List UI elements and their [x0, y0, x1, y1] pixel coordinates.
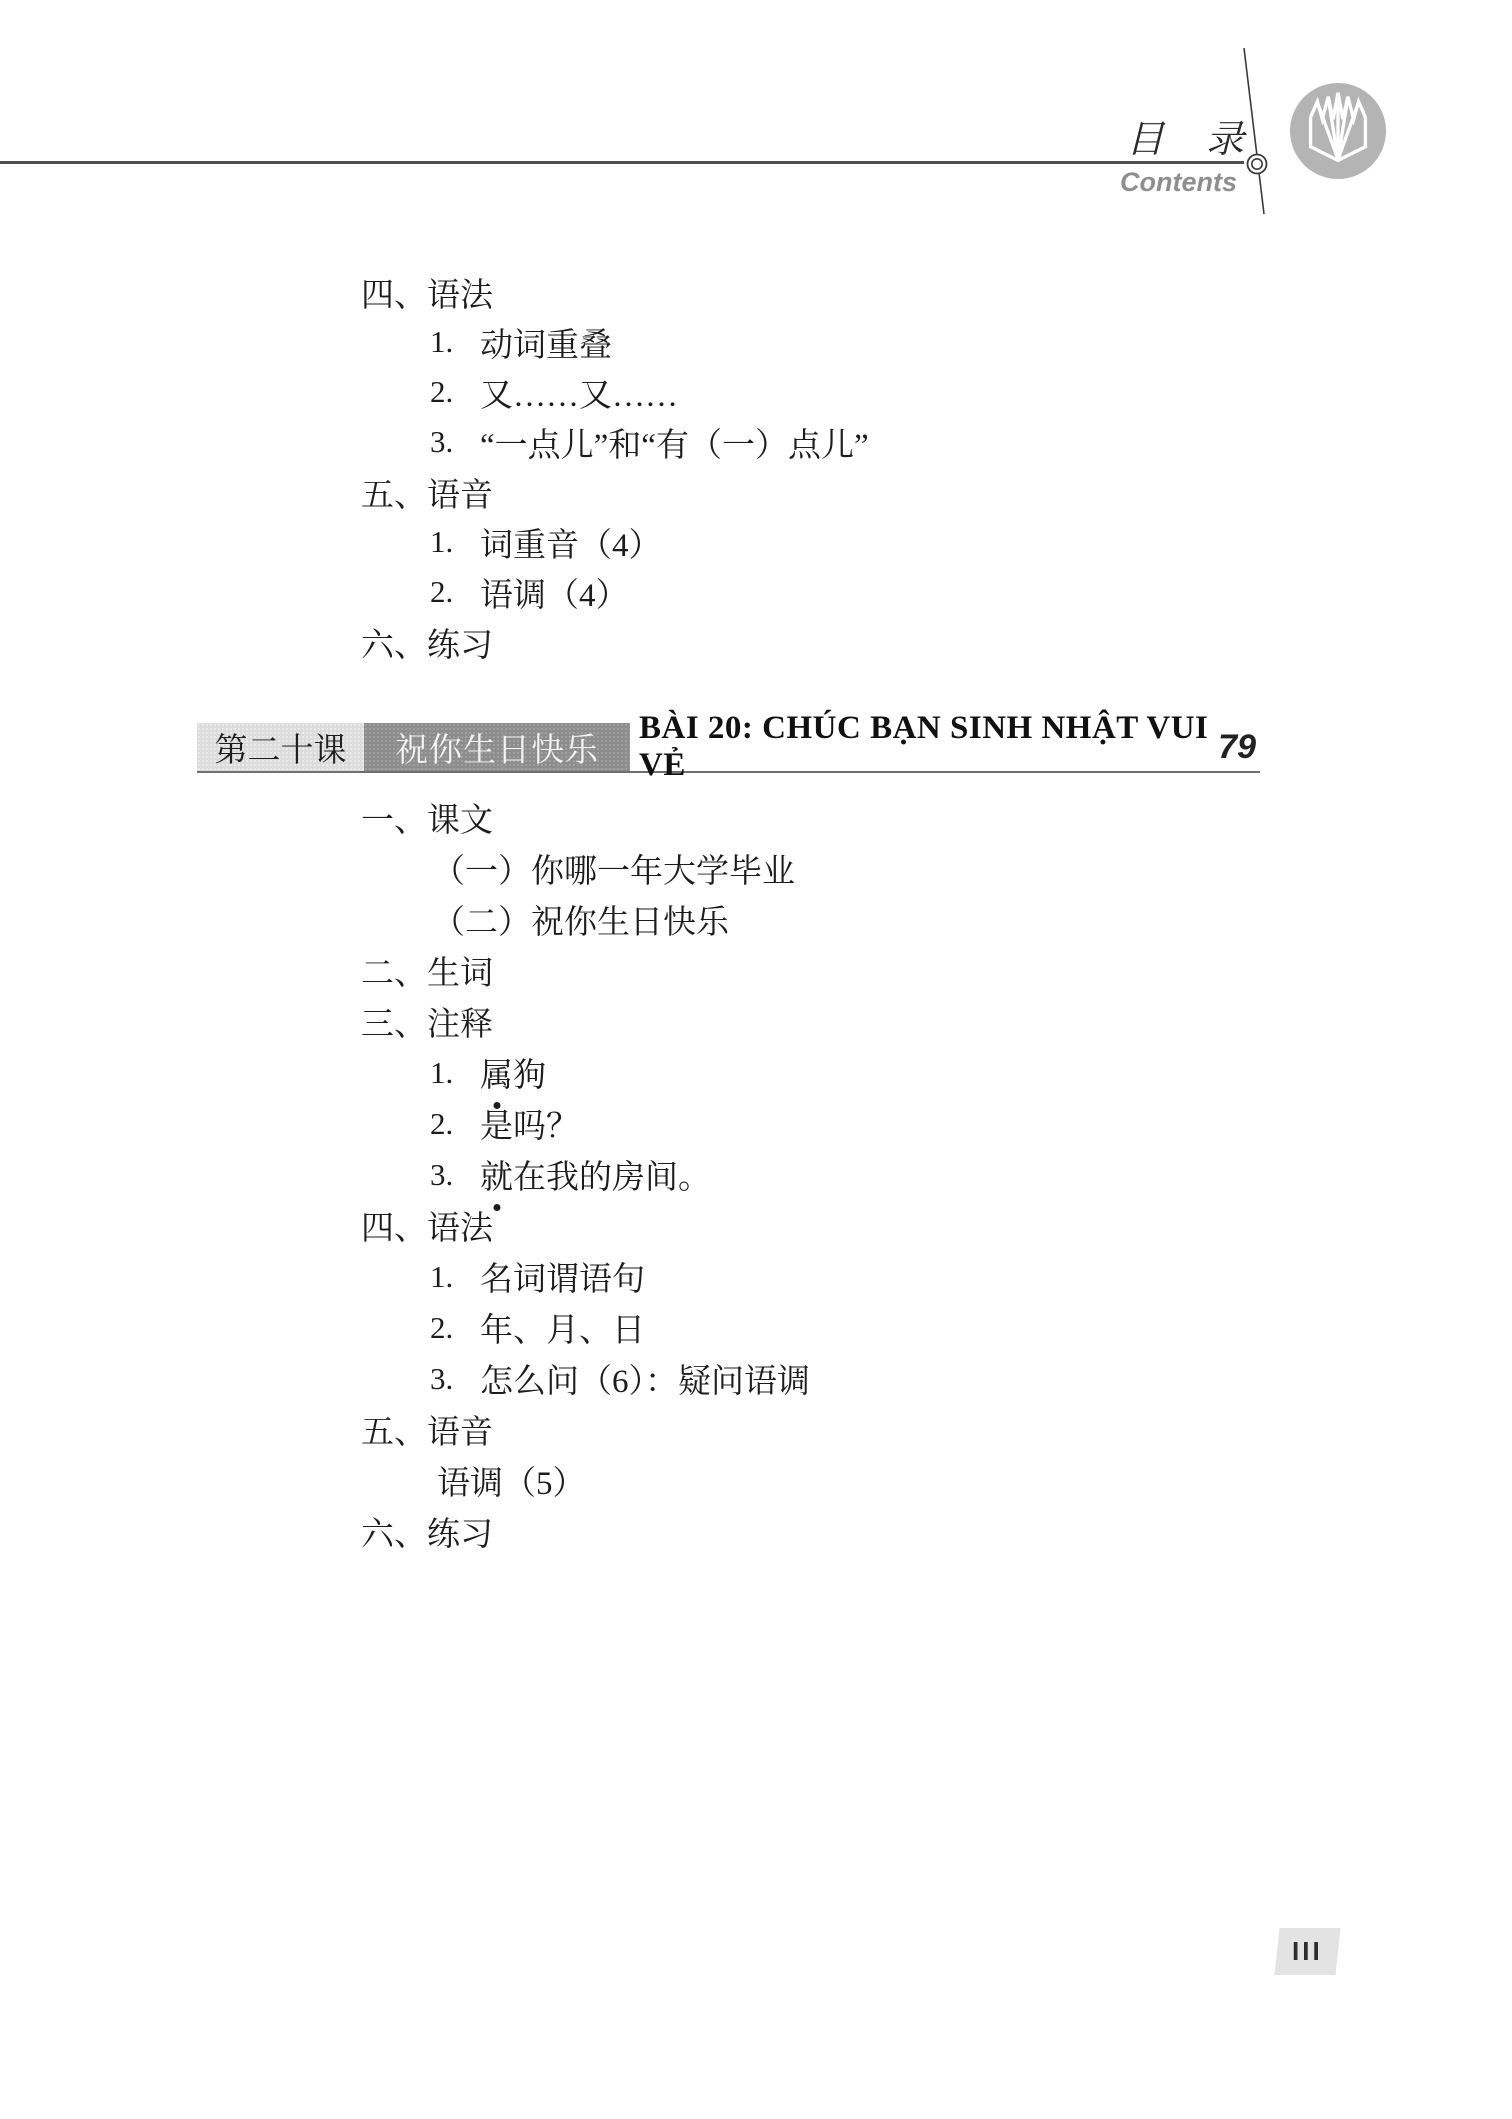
toc-line — [0, 945, 1512, 996]
toc-line-number: 1. — [430, 524, 454, 559]
toc-block-upper — [0, 267, 1512, 667]
toc-line — [0, 567, 1512, 617]
toc-line-text: 五、语音 — [361, 477, 493, 514]
contents-title-en: Contents — [1120, 167, 1237, 197]
open-book-logo-icon — [1289, 82, 1387, 180]
folio-page-number: III — [1292, 1936, 1323, 1966]
toc-line-text: 语调（4） — [480, 577, 629, 614]
toc-line-text: 五、语音 — [361, 1415, 493, 1451]
toc-line — [0, 1506, 1512, 1557]
lesson-number-box: 第二十课 — [197, 723, 364, 771]
toc-line — [0, 417, 1512, 467]
toc-line-text: 是吗？ — [480, 1109, 579, 1145]
toc-line — [0, 517, 1512, 567]
toc-line — [0, 617, 1512, 667]
toc-line — [0, 1251, 1512, 1302]
emphasis-char: 属 — [480, 1049, 513, 1096]
toc-line-text: 四、语法 — [361, 277, 493, 314]
lesson-header-bar — [197, 710, 1260, 783]
folio-page-number-box — [1275, 1928, 1341, 1975]
emphasis-char: 就 — [480, 1151, 513, 1198]
toc-line-number: 1. — [430, 1258, 454, 1294]
toc-line-text: 年、月、日 — [480, 1313, 645, 1349]
toc-line — [0, 1404, 1512, 1455]
toc-line — [0, 996, 1512, 1047]
contents-title-cn: 目 录 — [1126, 119, 1247, 161]
lesson-page-number: 79 — [1218, 727, 1256, 766]
toc-line-number: 1. — [430, 1054, 454, 1090]
header-rule — [0, 161, 1244, 164]
toc-line — [0, 894, 1512, 945]
toc-line-number: 1. — [430, 324, 454, 359]
toc-line-text: 就在我的房间。 — [480, 1151, 711, 1198]
toc-line — [0, 1302, 1512, 1353]
toc-line — [0, 317, 1512, 367]
toc-line — [0, 1098, 1512, 1149]
toc-line-number: 2. — [430, 1309, 454, 1345]
toc-line — [0, 1353, 1512, 1404]
toc-line-number: 3. — [430, 1360, 454, 1396]
toc-line-text: 属狗 — [480, 1049, 546, 1096]
toc-line-text: 六、练习 — [361, 627, 493, 664]
toc-line-number: 2. — [430, 374, 454, 409]
toc-block-lesson20 — [0, 792, 1512, 1557]
toc-line — [0, 1047, 1512, 1098]
toc-line — [0, 367, 1512, 417]
lesson-title-cn-box: 祝你生日快乐 — [364, 723, 630, 771]
toc-line-text: 又……又…… — [480, 377, 678, 414]
toc-line-number: 2. — [430, 574, 454, 609]
toc-line-text: 词重音（4） — [480, 527, 662, 564]
toc-line-number: 3. — [430, 1156, 454, 1192]
toc-line — [0, 843, 1512, 894]
lesson-title-vi: BÀI 20: CHÚC BẠN SINH NHẬT VUI VẺ — [639, 710, 1209, 783]
toc-line-text: 语调（5） — [437, 1466, 586, 1502]
toc-line-number: 3. — [430, 424, 454, 459]
toc-line-text: 四、语法 — [361, 1211, 493, 1247]
toc-line — [0, 1200, 1512, 1251]
toc-line — [0, 792, 1512, 843]
toc-line-text: 名词谓语句 — [480, 1262, 645, 1298]
toc-line-text: （一）你哪一年大学毕业 — [432, 854, 795, 890]
toc-line-text: 二、生词 — [361, 956, 493, 992]
toc-line-text: 三、注释 — [361, 1007, 493, 1043]
toc-line-text: 六、练习 — [361, 1517, 493, 1553]
toc-line-text: （二）祝你生日快乐 — [432, 905, 729, 941]
toc-line — [0, 1455, 1512, 1506]
toc-line-text: 怎么问（6）：疑问语调 — [480, 1364, 810, 1400]
toc-line-text: 动词重叠 — [480, 327, 612, 364]
toc-line — [0, 267, 1512, 317]
toc-line-text: 一、课文 — [361, 803, 493, 839]
toc-line-number: 2. — [430, 1105, 454, 1141]
toc-line-text: “一点儿”和“有（一）点儿” — [480, 427, 869, 464]
toc-line — [0, 1149, 1512, 1200]
diagonal-ring-marker-icon — [1230, 42, 1280, 227]
toc-line — [0, 467, 1512, 517]
